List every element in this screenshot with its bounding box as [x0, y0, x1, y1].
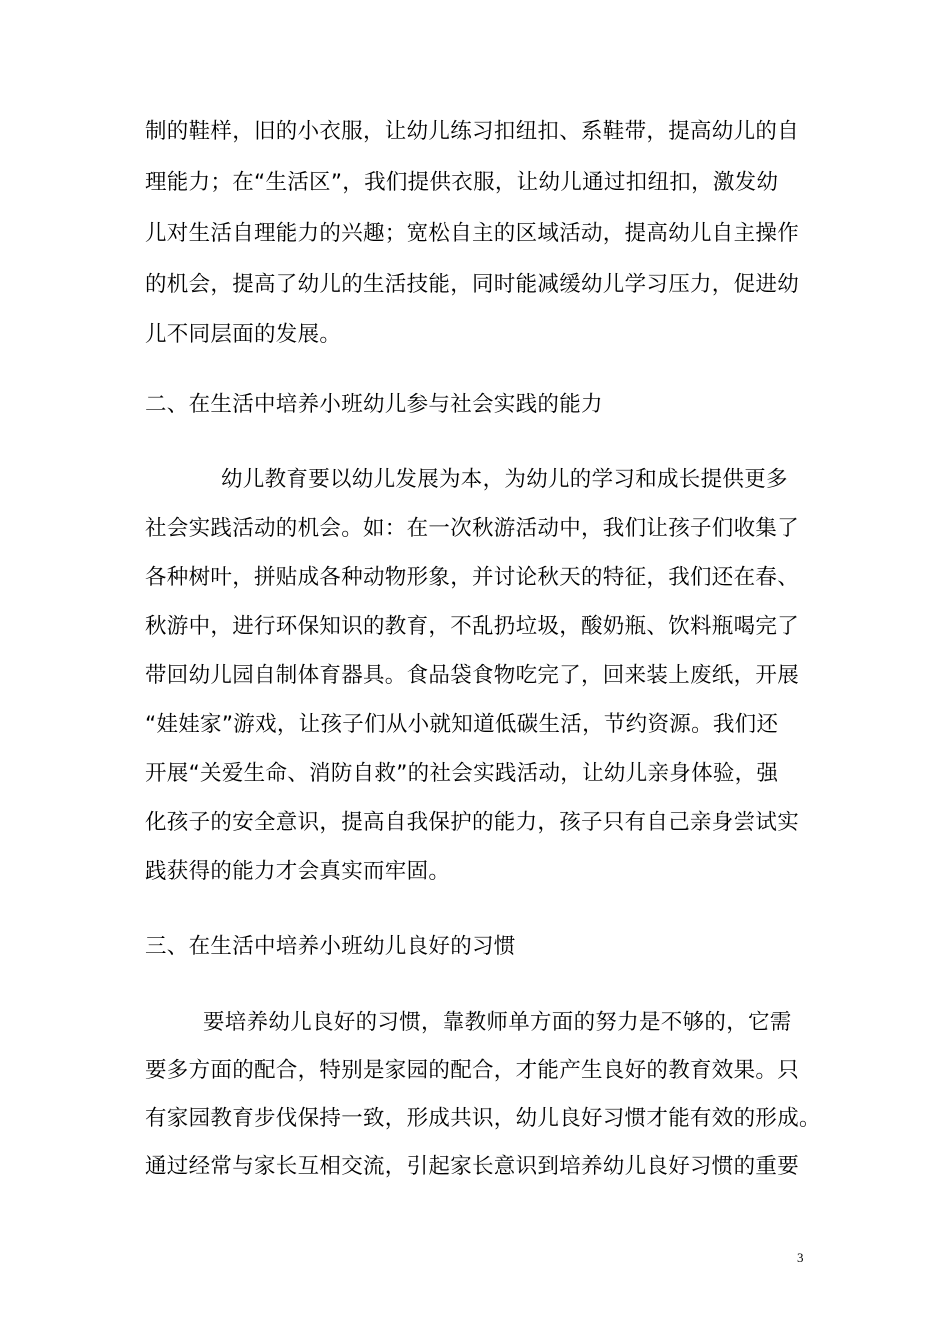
paragraph-2-line-8: 化孩子的安全意识，提高自我保护的能力，孩子只有自己亲身尝试实	[145, 810, 800, 835]
paragraph-3-line-4: 通过经常与家长互相交流，引起家长意识到培养幼儿良好习惯的重要	[145, 1154, 800, 1179]
paragraph-3-line-2: 要多方面的配合，特别是家园的配合，才能产生良好的教育效果。只	[145, 1058, 800, 1083]
paragraph-2-line-9: 践获得的能力才会真实而牢固。	[145, 859, 451, 884]
paragraph-2-line-7: 开展“关爱生命、消防自救”的社会实践活动，让幼儿亲身体验，强	[145, 761, 779, 786]
page-number: 3	[797, 1250, 804, 1265]
paragraph-2-line-5: 带回幼儿园自制体育器具。食品袋食物吃完了，回来装上废纸，开展	[145, 663, 800, 688]
section-heading-3: 三、在生活中培养小班幼儿良好的习惯	[145, 934, 516, 959]
paragraph-3-line-3: 有家园教育步伐保持一致，形成共识，幼儿良好习惯才能有效的形成。	[145, 1106, 821, 1131]
paragraph-3-line-1: 要培养幼儿良好的习惯，靠教师单方面的努力是不够的，它需	[203, 1010, 792, 1035]
paragraph-1-line-3: 儿对生活自理能力的兴趣；宽松自主的区域活动，提高幼儿自主操作	[145, 221, 800, 246]
paragraph-2-line-3: 各种树叶，拼贴成各种动物形象，并讨论秋天的特征，我们还在春、	[145, 565, 800, 590]
paragraph-1-line-1: 制的鞋样，旧的小衣服，让幼儿练习扣纽扣、系鞋带，提高幼儿的自	[145, 119, 800, 144]
paragraph-1-line-2: 理能力；在“生活区”，我们提供衣服，让幼儿通过扣纽扣，激发幼	[145, 170, 779, 195]
section-heading-2: 二、在生活中培养小班幼儿参与社会实践的能力	[145, 392, 603, 417]
paragraph-2-line-2: 社会实践活动的机会。如：在一次秋游活动中，我们让孩子们收集了	[145, 516, 800, 541]
paragraph-2-line-1: 幼儿教育要以幼儿发展为本，为幼儿的学习和成长提供更多	[221, 467, 788, 492]
paragraph-2-line-4: 秋游中，进行环保知识的教育，不乱扔垃圾，酸奶瓶、饮料瓶喝完了	[145, 614, 800, 639]
paragraph-2-line-6: “娃娃家”游戏，让孩子们从小就知道低碳生活，节约资源。我们还	[145, 712, 779, 737]
paragraph-1-line-4: 的机会，提高了幼儿的生活技能，同时能减缓幼儿学习压力，促进幼	[145, 272, 800, 297]
paragraph-1-line-5: 儿不同层面的发展。	[145, 322, 342, 347]
